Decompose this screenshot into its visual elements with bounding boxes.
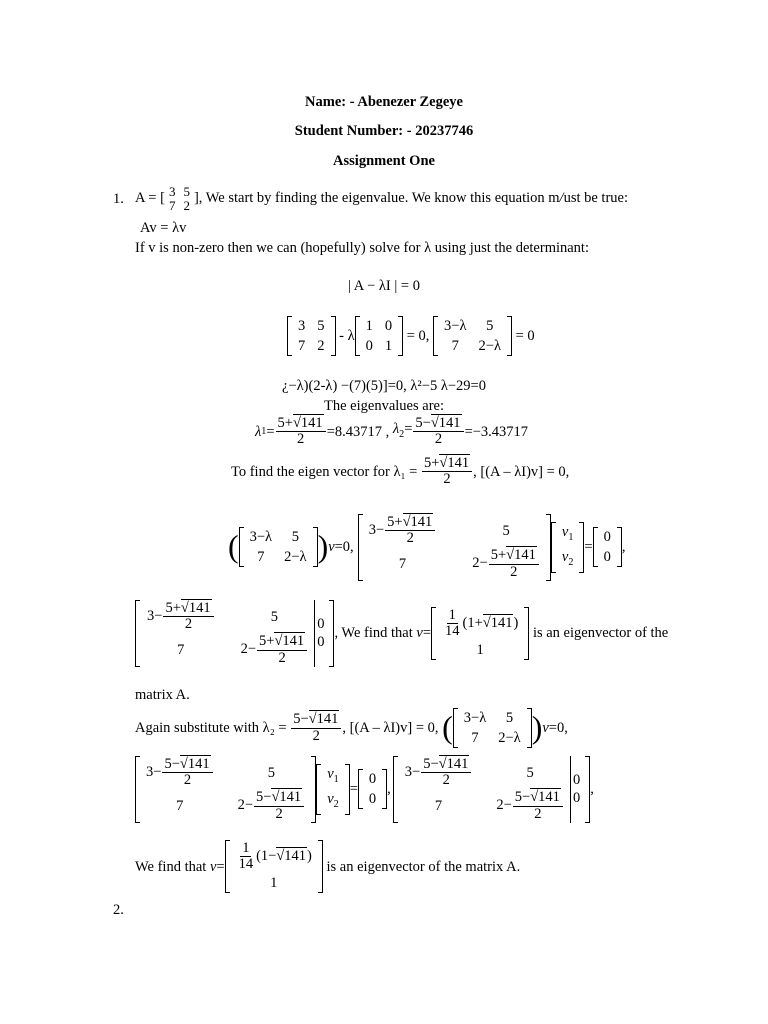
eigenvalues-line: λ 1 = $\frac{5+√141}{2}$ =8.43717 , $\lambda_2=$ $\frac{5-√141}{2}$ =−3.43717 bbox=[255, 415, 529, 448]
nonzero-text: If v is non-zero then we can (hopefully) solve for λ using just the determinant: bbox=[135, 240, 589, 256]
assignment-title: Assignment One bbox=[333, 153, 435, 169]
student-name: Name: - Abenezer Zegeye bbox=[305, 94, 463, 110]
student-number: Student Number: - 20237746 bbox=[294, 123, 474, 139]
lambda2-substitute-line: Again substitute with λ₂ = $\frac{5-√141}{2}$ , [(A – λI)v] = 0, ( 3−λ 5 7 2−λ ) v =0, bbox=[135, 710, 568, 746]
problem-1-intro: A = [ 3 5 7 2 ], We start by finding the eigenvalue. We know this equation m/ust be true: bbox=[135, 183, 629, 213]
final-eigenvector-line: We find that v = $\frac{1}{14}$ (1−√141) 1 is an eigenvector of the matrix A. bbox=[135, 840, 521, 892]
problem-2-number: 2. bbox=[113, 902, 124, 918]
eigenvalues-heading: The eigenvalues are: bbox=[324, 398, 444, 414]
matrix-a-line: matrix A. bbox=[135, 687, 190, 703]
find-eigenvector-line: To find the eigen vector for λ₁ = $\frac{5+√141}{2}$ , [(A – λI)v] = 0, bbox=[231, 455, 570, 488]
problem-1-number: 1. bbox=[113, 191, 124, 207]
characteristic-polynomial: ¿−λ)(2-λ) −(7)(5)]=0, λ²−5 λ−29=0 bbox=[282, 378, 486, 394]
matrix-equation: 3 5 7 2 - λ 1 0 0 1 = 0, 3−λ 5 7 2−λ = 0 bbox=[287, 316, 535, 356]
determinant-equation: | A − λI | = 0 bbox=[348, 278, 420, 294]
augmented-matrix-1: 3− $\frac{5+√141}{2}$ 5 0 0 7 2− $\frac{5+√141}{2}$ , We find that v = $\frac{1}{14}$ (1+√141) 1 is an eigenvector of the bbox=[135, 600, 668, 667]
lambda2-system: 3− $\frac{5-√141}{2}$ 5 7 2− $\frac{5-√141}{2}$ $v_1$ $v_2$ = 0 0 , 3− $\frac{5-√141}{2}$ 5 0 0 7 2− $\frac{5-√141}{2}$ , bbox=[135, 756, 594, 823]
matrix-a-inline: 3 5 7 2 bbox=[168, 183, 190, 213]
lambda1-system: ( 3−λ 5 7 2−λ ) v =0, 3− $\frac{5+√141}{2}$ 5 7 2− $\frac{5+√141}{2}$ $v_1$ $v_2$ = 0 0 , bbox=[228, 514, 626, 580]
av-equation: Av = λv bbox=[140, 220, 187, 236]
